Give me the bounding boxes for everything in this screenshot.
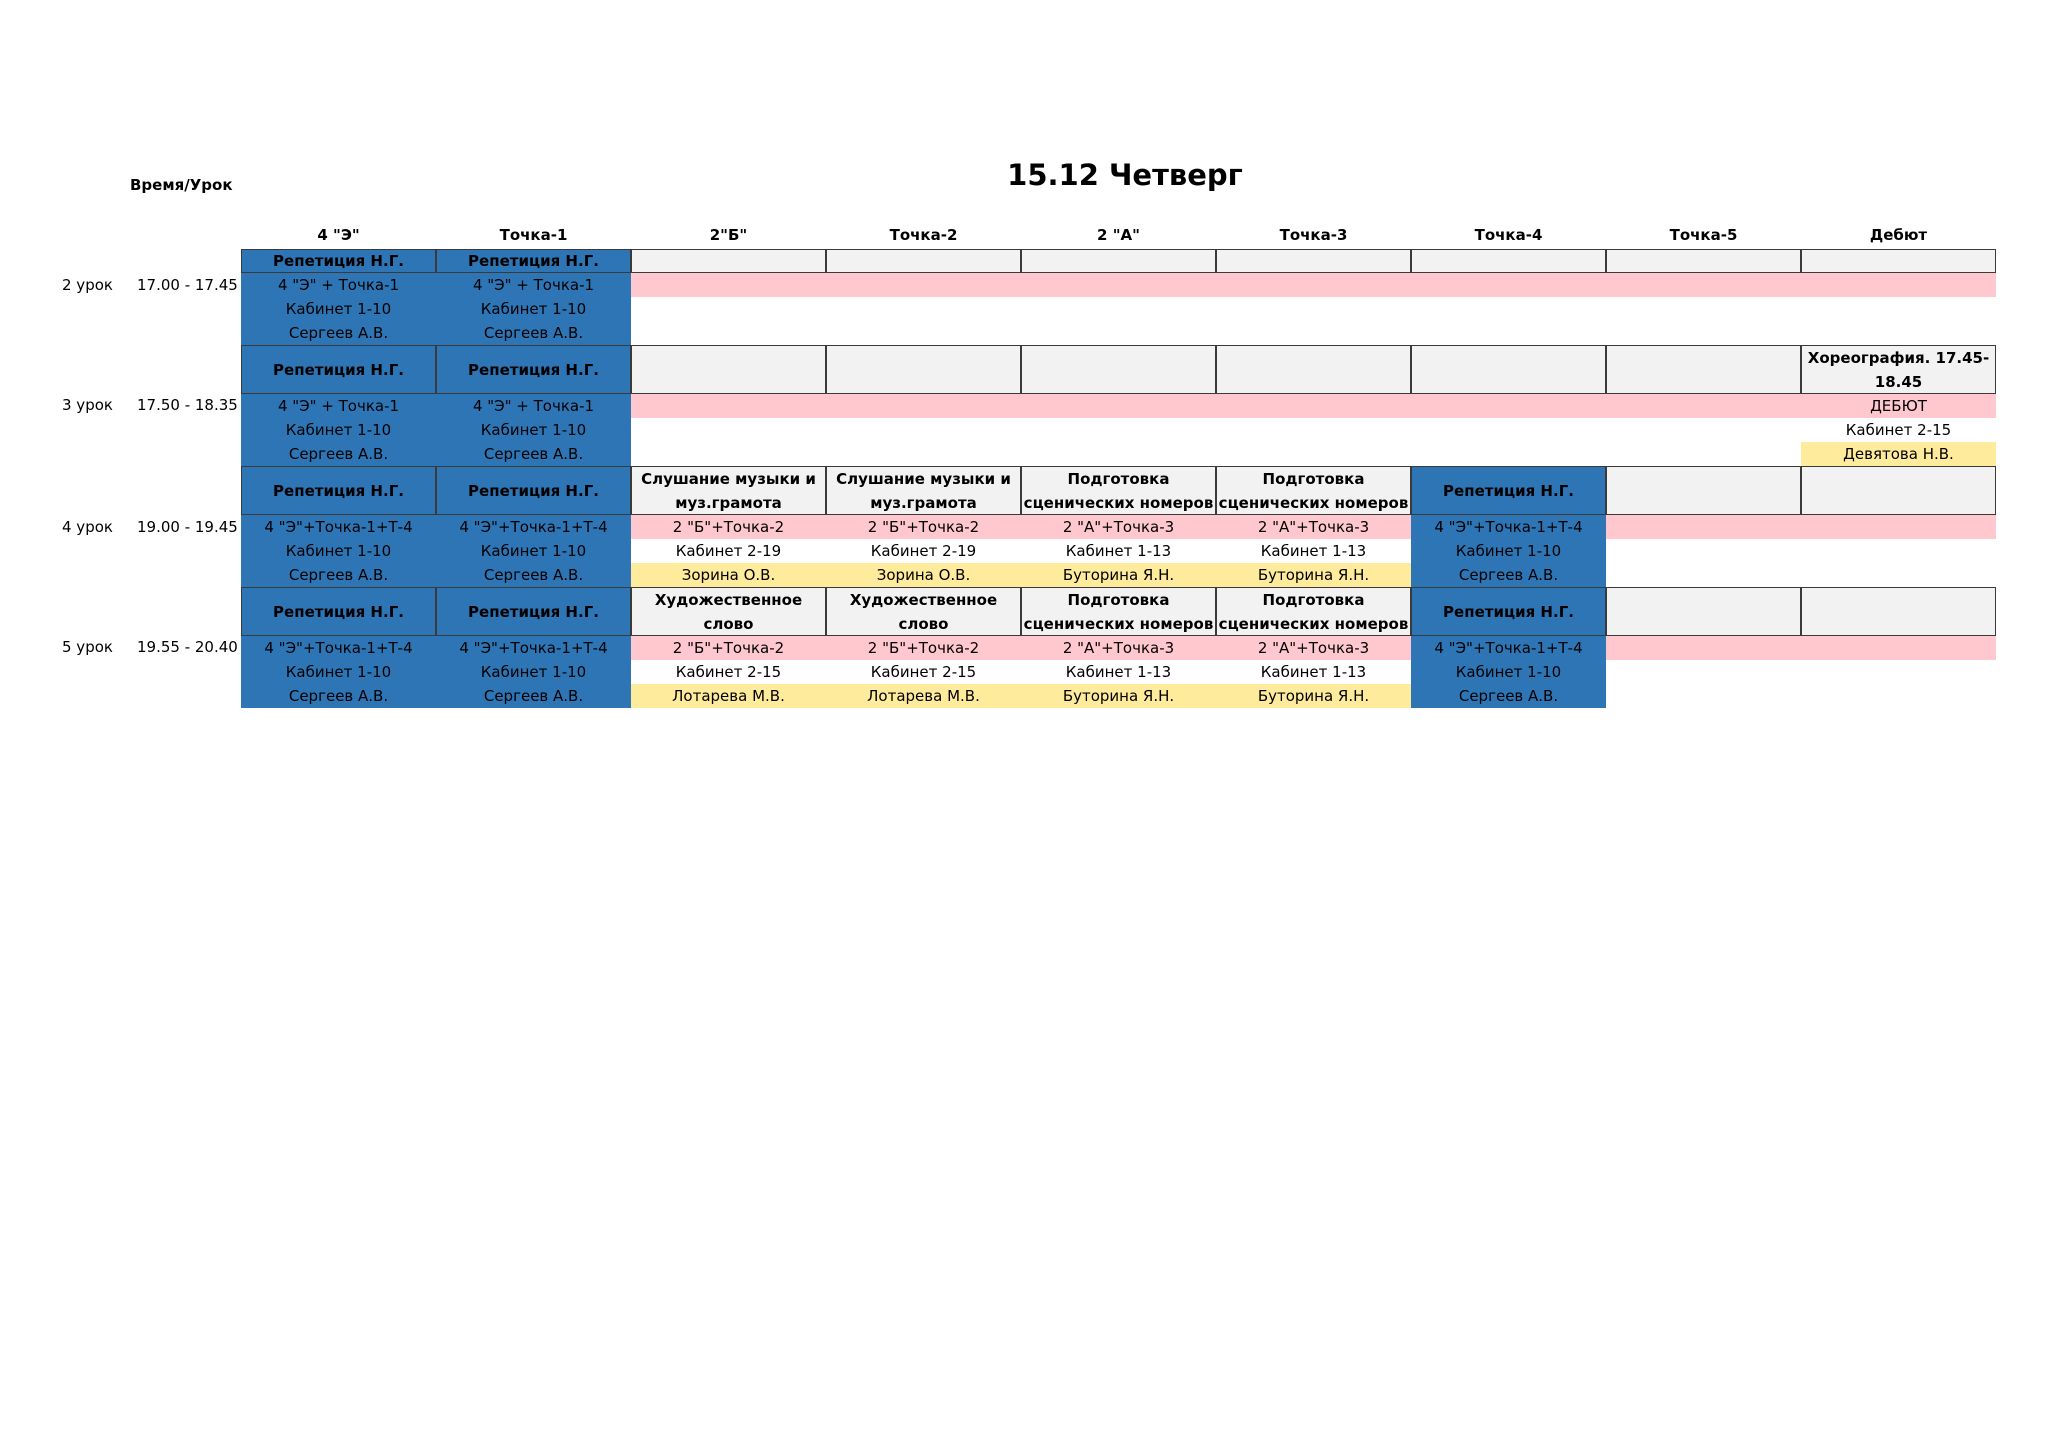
empty-group-cell [1216,273,1411,297]
empty-group-cell [1606,636,1801,660]
room-cell: Кабинет 2-19 [826,539,1021,563]
lesson-title-cell: Подготовка сценических номеров [1216,466,1411,515]
lesson-title-cell: Репетиция Н.Г. [436,249,631,273]
lesson-title-cell: Репетиция Н.Г. [1411,587,1606,636]
empty-group-cell [1606,394,1801,418]
lesson-title-cell [1606,249,1801,273]
lesson-label: 3 урок [62,396,113,414]
lesson-title-cell [1216,345,1411,394]
lesson-title-cell [631,249,826,273]
lesson-title-cell: Слушание музыки и муз.грамота [631,466,826,515]
group-cell: 4 "Э"+Точка-1+Т-4 [1434,518,1583,536]
room-cell: Кабинет 1-10 [285,300,392,318]
room-cell: Кабинет 2-19 [631,539,826,563]
group-cell: 4 "Э" + Точка-1 [472,276,595,294]
teacher-cell: Лотарева М.В. [826,684,1021,708]
teacher-cell: Зорина О.В. [631,563,826,587]
lesson-title-cell [1606,466,1801,515]
lesson-title-cell: Подготовка сценических номеров [1021,466,1216,515]
page-title: 15.12 Четверг [1007,158,1243,192]
column-header: Точка-3 [1279,226,1348,244]
empty-group-cell [1216,394,1411,418]
lesson-title-cell: Хореография. 17.45-18.45 [1801,345,1996,394]
room-cell: Кабинет 2-15 [1801,418,1996,442]
lesson-title-cell [1801,587,1996,636]
group-cell: 4 "Э" + Точка-1 [277,397,400,415]
lesson-label: 5 урок [62,638,113,656]
empty-group-cell [631,273,826,297]
group-cell: 4 "Э"+Точка-1+Т-4 [459,518,608,536]
room-cell: Кабинет 1-13 [1216,660,1411,684]
group-cell: 2 "А"+Точка-3 [1216,636,1411,660]
teacher-cell: Сергеев А.В. [1458,687,1559,705]
empty-group-cell [826,394,1021,418]
lesson-title-cell [631,345,826,394]
column-header: 4 "Э" [317,226,360,244]
group-cell: 2 "А"+Точка-3 [1021,515,1216,539]
room-cell: Кабинет 1-10 [285,421,392,439]
empty-group-cell [631,394,826,418]
group-cell: 4 "Э"+Точка-1+Т-4 [459,639,608,657]
lesson-title-cell [826,345,1021,394]
empty-group-cell [1021,394,1216,418]
empty-group-cell [1411,273,1606,297]
lesson-title-cell: Подготовка сценических номеров [1216,587,1411,636]
lesson-label: 4 урок [62,518,113,536]
room-cell: Кабинет 1-10 [285,663,392,681]
room-cell: Кабинет 1-10 [480,421,587,439]
teacher-cell: Буторина Я.Н. [1021,684,1216,708]
teacher-cell: Сергеев А.В. [483,687,584,705]
lesson-title-cell: Репетиция Н.Г. [241,587,436,636]
teacher-cell: Сергеев А.В. [483,445,584,463]
empty-group-cell [1801,515,1996,539]
lesson-title-cell: Репетиция Н.Г. [1411,466,1606,515]
group-cell: 2 "А"+Точка-3 [1021,636,1216,660]
teacher-cell: Буторина Я.Н. [1216,684,1411,708]
teacher-cell: Сергеев А.В. [288,324,389,342]
lesson-title-cell [1216,249,1411,273]
column-header: Точка-5 [1669,226,1738,244]
lesson-time: 17.00 - 17.45 [137,276,238,294]
empty-group-cell [826,273,1021,297]
lesson-title-cell [1801,466,1996,515]
teacher-cell: Буторина Я.Н. [1021,563,1216,587]
lesson-title-cell: Репетиция Н.Г. [241,249,436,273]
lesson-title-cell [1021,249,1216,273]
lesson-title-cell [1606,587,1801,636]
column-header: 2 "А" [1097,226,1140,244]
teacher-cell: Девятова Н.В. [1801,442,1996,466]
lesson-time: 19.00 - 19.45 [137,518,238,536]
lesson-title-cell [1411,345,1606,394]
lesson-title-cell: Репетиция Н.Г. [436,345,631,394]
lesson-title-cell [1606,345,1801,394]
lesson-time: 19.55 - 20.40 [137,638,238,656]
column-header: 2"Б" [709,226,748,244]
room-cell: Кабинет 1-10 [285,542,392,560]
room-cell: Кабинет 1-10 [1455,663,1562,681]
column-header: Дебют [1869,226,1928,244]
teacher-cell: Сергеев А.В. [483,324,584,342]
empty-group-cell [1411,394,1606,418]
empty-group-cell [1801,636,1996,660]
teacher-cell: Лотарева М.В. [631,684,826,708]
lesson-title-cell: Слушание музыки и муз.грамота [826,466,1021,515]
group-cell: 2 "Б"+Точка-2 [631,515,826,539]
room-cell: Кабинет 1-10 [480,663,587,681]
column-header: Точка-4 [1474,226,1543,244]
group-cell: 4 "Э" + Точка-1 [472,397,595,415]
lesson-title-cell: Репетиция Н.Г. [436,587,631,636]
room-cell: Кабинет 1-13 [1021,660,1216,684]
teacher-cell: Сергеев А.В. [1458,566,1559,584]
room-cell: Кабинет 1-10 [480,542,587,560]
teacher-cell: Сергеев А.В. [288,687,389,705]
group-cell: 2 "Б"+Точка-2 [826,636,1021,660]
teacher-cell: Буторина Я.Н. [1216,563,1411,587]
lesson-title-cell: Художественное слово [826,587,1021,636]
lesson-title-cell: Репетиция Н.Г. [241,466,436,515]
teacher-cell: Сергеев А.В. [288,445,389,463]
column-header: Точка-2 [889,226,958,244]
teacher-cell: Сергеев А.В. [288,566,389,584]
teacher-cell: Сергеев А.В. [483,566,584,584]
empty-group-cell [1021,273,1216,297]
group-cell: 2 "Б"+Точка-2 [631,636,826,660]
room-cell: Кабинет 2-15 [631,660,826,684]
group-cell: 4 "Э"+Точка-1+Т-4 [1434,639,1583,657]
lesson-title-cell [1411,249,1606,273]
group-cell: ДЕБЮТ [1801,394,1996,418]
time-lesson-header: Время/Урок [130,176,233,194]
group-cell: 2 "А"+Точка-3 [1216,515,1411,539]
lesson-title-cell: Репетиция Н.Г. [436,466,631,515]
lesson-time: 17.50 - 18.35 [137,396,238,414]
lesson-title-cell: Художественное слово [631,587,826,636]
group-cell: 2 "Б"+Точка-2 [826,515,1021,539]
empty-group-cell [1606,273,1801,297]
group-cell: 4 "Э"+Точка-1+Т-4 [264,518,413,536]
group-cell: 4 "Э"+Точка-1+Т-4 [264,639,413,657]
lesson-label: 2 урок [62,276,113,294]
room-cell: Кабинет 1-10 [480,300,587,318]
lesson-title-cell: Репетиция Н.Г. [241,345,436,394]
group-cell: 4 "Э" + Точка-1 [277,276,400,294]
empty-group-cell [1606,515,1801,539]
room-cell: Кабинет 1-10 [1455,542,1562,560]
room-cell: Кабинет 1-13 [1021,539,1216,563]
lesson-title-cell [826,249,1021,273]
lesson-title-cell [1801,249,1996,273]
room-cell: Кабинет 2-15 [826,660,1021,684]
empty-group-cell [1801,273,1996,297]
column-header: Точка-1 [499,226,568,244]
room-cell: Кабинет 1-13 [1216,539,1411,563]
teacher-cell: Зорина О.В. [826,563,1021,587]
lesson-title-cell [1021,345,1216,394]
lesson-title-cell: Подготовка сценических номеров [1021,587,1216,636]
